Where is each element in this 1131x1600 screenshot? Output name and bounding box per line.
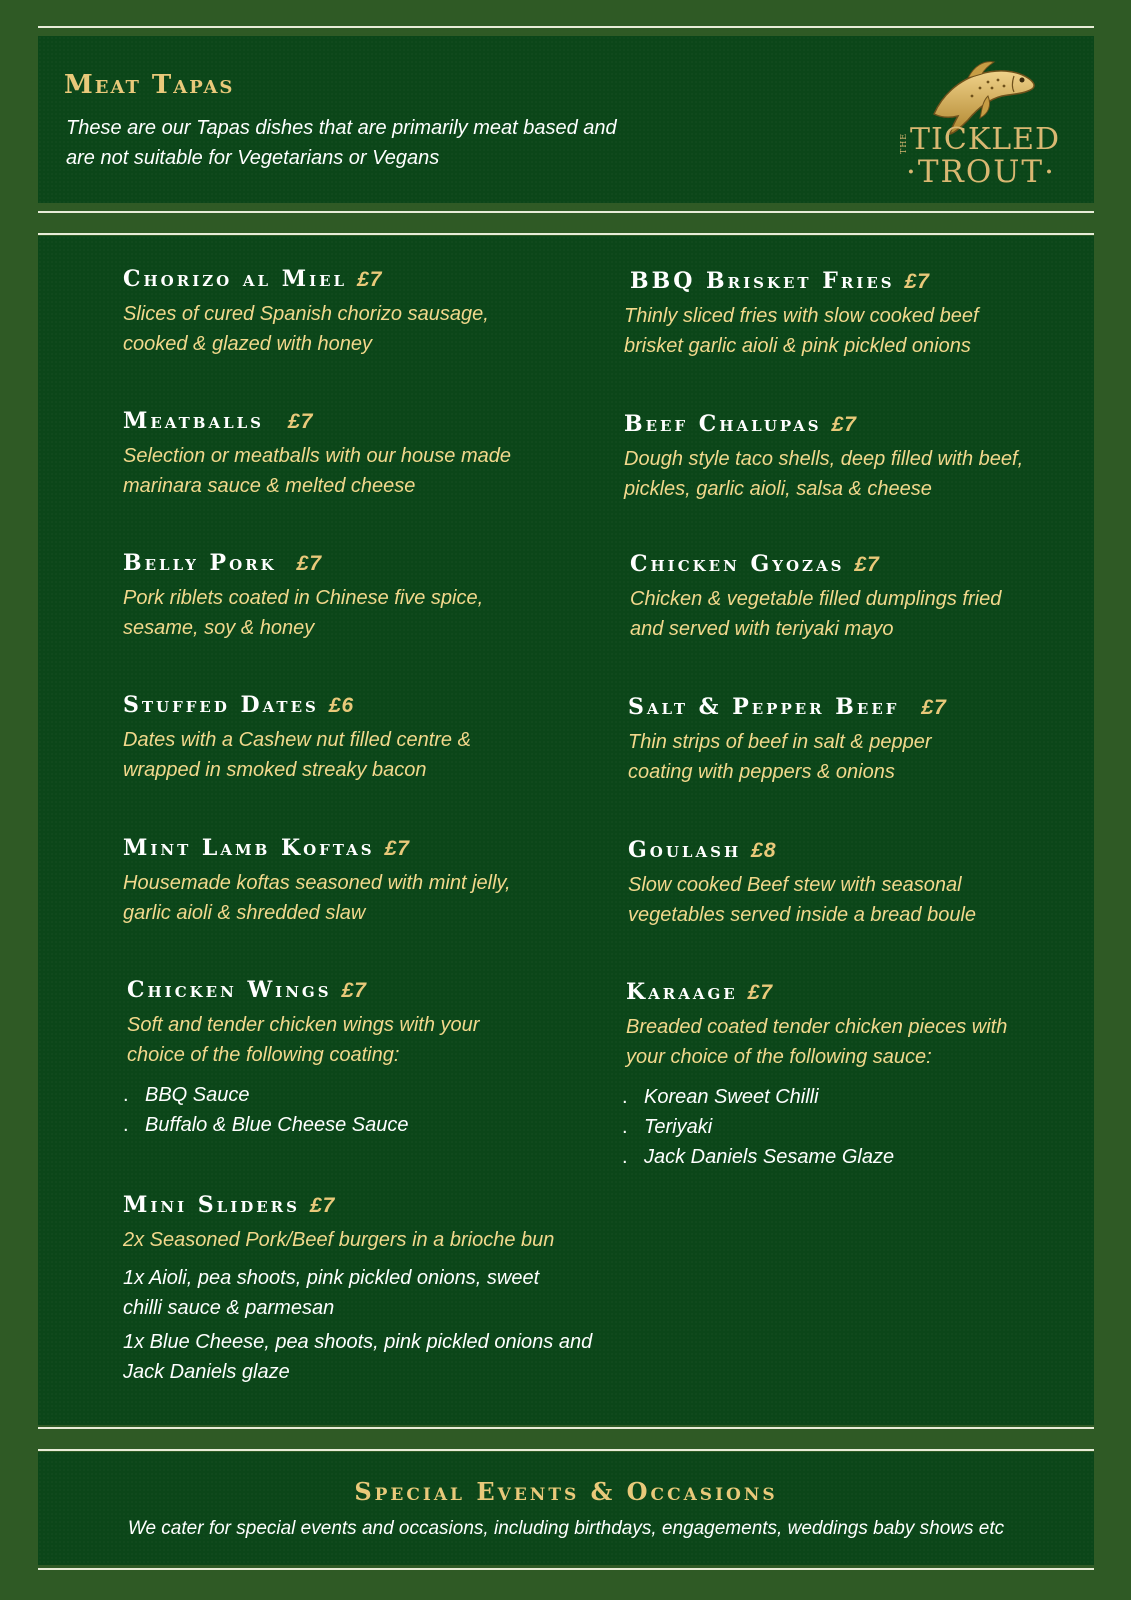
bullet: . (622, 1086, 628, 1108)
item-name: Mini Sliders £7 (123, 1192, 336, 1218)
tickled-trout-logo (898, 56, 1061, 190)
menu-top-rule (38, 233, 1094, 235)
logo-text-trout: ·TROUT· (906, 154, 1056, 190)
item-name: Karaage £7 (626, 979, 774, 1005)
item-description: Housemade koftas seasoned with mint jelly, garlic aioli & shredded slaw (123, 872, 511, 924)
item-price: £7 (904, 270, 930, 293)
list-item: . Jack Daniels Sesame Glaze (622, 1142, 1096, 1172)
item-price: £7 (921, 696, 947, 719)
item-name: Chorizo al Miel £7 (123, 266, 383, 292)
menu-item-chorizo-al-miel (123, 266, 593, 359)
item-description: Pork riblets coated in Chinese five spice, sesame, soy & honey (123, 587, 484, 639)
menu-item-chicken-wings (123, 977, 597, 1140)
logo-the: THE (899, 132, 908, 154)
menu-item-meatballs (123, 408, 593, 501)
menu-item-mint-lamb-koftas (123, 835, 593, 928)
item-name: Mint Lamb Koftas £7 (123, 835, 410, 861)
footer-bottom-rule (38, 1568, 1094, 1570)
list-item: . Buffalo & Blue Cheese Sauce (123, 1110, 597, 1140)
bullet: . (622, 1116, 628, 1138)
menu-item-salt-pepper-beef (628, 694, 1098, 787)
slider-option-2: 1x Blue Cheese, pea shoots, pink pickled onions and Jack Daniels glaze (123, 1331, 593, 1383)
menu-item-stuffed-dates (123, 692, 593, 785)
item-description: Dough style taco shells, deep filled with beef, pickles, garlic aioli, salsa & cheese (624, 448, 1024, 500)
sauce-options (622, 1082, 1096, 1172)
menu-item-bbq-brisket-fries (624, 268, 1094, 361)
menu-bottom-rule (38, 1427, 1094, 1429)
list-item: . Teriyaki (622, 1112, 1096, 1142)
item-description: Breaded coated tender chicken pieces with your choice of the following sauce: (626, 1016, 1008, 1068)
item-name: Goulash £8 (628, 837, 777, 863)
item-price: £7 (288, 410, 314, 433)
item-price: £8 (751, 839, 777, 862)
menu-item-chicken-gyozas (630, 551, 1100, 644)
item-price: £7 (309, 1194, 336, 1217)
item-price: £7 (747, 981, 774, 1004)
item-description: Slices of cured Spanish chorizo sausage, cooked & glazed with honey (123, 303, 489, 355)
menu-item-belly-pork (123, 550, 593, 643)
item-name: Belly Pork £7 (123, 550, 323, 576)
top-rule (38, 26, 1094, 28)
menu-item-mini-sliders (123, 1192, 593, 1387)
footer-title: Special Events & Occasions (354, 1477, 778, 1506)
item-price: £7 (341, 979, 367, 1002)
header-bottom-rule (38, 211, 1094, 213)
menu-item-karaage (622, 979, 1096, 1172)
item-price: £7 (357, 268, 383, 291)
item-description: Thinly sliced fries with slow cooked beef brisket garlic aioli & pink pickled onions (624, 305, 979, 357)
bullet: . (123, 1084, 129, 1106)
section-title: Meat Tapas (64, 70, 235, 100)
item-price: £7 (384, 837, 410, 860)
item-name: Stuffed Dates £6 (123, 692, 355, 718)
list-item: . Korean Sweet Chilli (622, 1082, 1096, 1112)
bullet: . (622, 1146, 628, 1168)
logo-text-tickled: TICKLED (910, 122, 1061, 157)
item-price: £6 (328, 694, 355, 717)
item-name: Beef Chalupas £7 (624, 411, 857, 437)
item-description: Slow cooked Beef stew with seasonal vegetables served inside a bread boule (628, 874, 977, 926)
item-description: Soft and tender chicken wings with your choice of the following coating: (127, 1014, 480, 1066)
slider-option-1: 1x Aioli, pea shoots, pink pickled onions, sweet chilli sauce & parmesan (123, 1267, 540, 1319)
coating-options (123, 1080, 597, 1140)
section-intro: These are our Tapas dishes that are primarily meat based and are not suitable for Vegetarians or Vegans (66, 117, 617, 169)
item-description: Dates with a Cashew nut filled centre & wrapped in smoked streaky bacon (123, 729, 471, 781)
item-description: Thin strips of beef in salt & pepper coating with peppers & onions (628, 731, 932, 783)
item-name: Chicken Gyozas £7 (630, 551, 880, 577)
item-name: BBQ Brisket Fries £7 (630, 268, 930, 294)
menu-item-beef-chalupas (624, 411, 1094, 504)
menu-item-goulash (628, 837, 1098, 930)
footer-panel (38, 1452, 1094, 1565)
item-name: Chicken Wings £7 (127, 977, 367, 1003)
list-item: . BBQ Sauce (123, 1080, 597, 1110)
footer-text: We cater for special events and occasions, including birthdays, engagements, weddings baby shows etc (127, 1518, 1005, 1539)
item-price: £7 (854, 553, 880, 576)
bullet: . (123, 1114, 129, 1136)
item-price: £7 (296, 552, 323, 575)
item-description: Chicken & vegetable filled dumplings fried and served with teriyaki mayo (630, 588, 1002, 640)
footer-top-rule (38, 1449, 1094, 1451)
item-description: Selection or meatballs with our house made marinara sauce & melted cheese (123, 445, 511, 497)
item-name: Meatballs £7 (123, 408, 314, 434)
item-name: Salt & Pepper Beef £7 (628, 694, 947, 720)
item-description: 2x Seasoned Pork/Beef burgers in a brioche bun (123, 1229, 555, 1251)
item-price: £7 (831, 413, 857, 436)
